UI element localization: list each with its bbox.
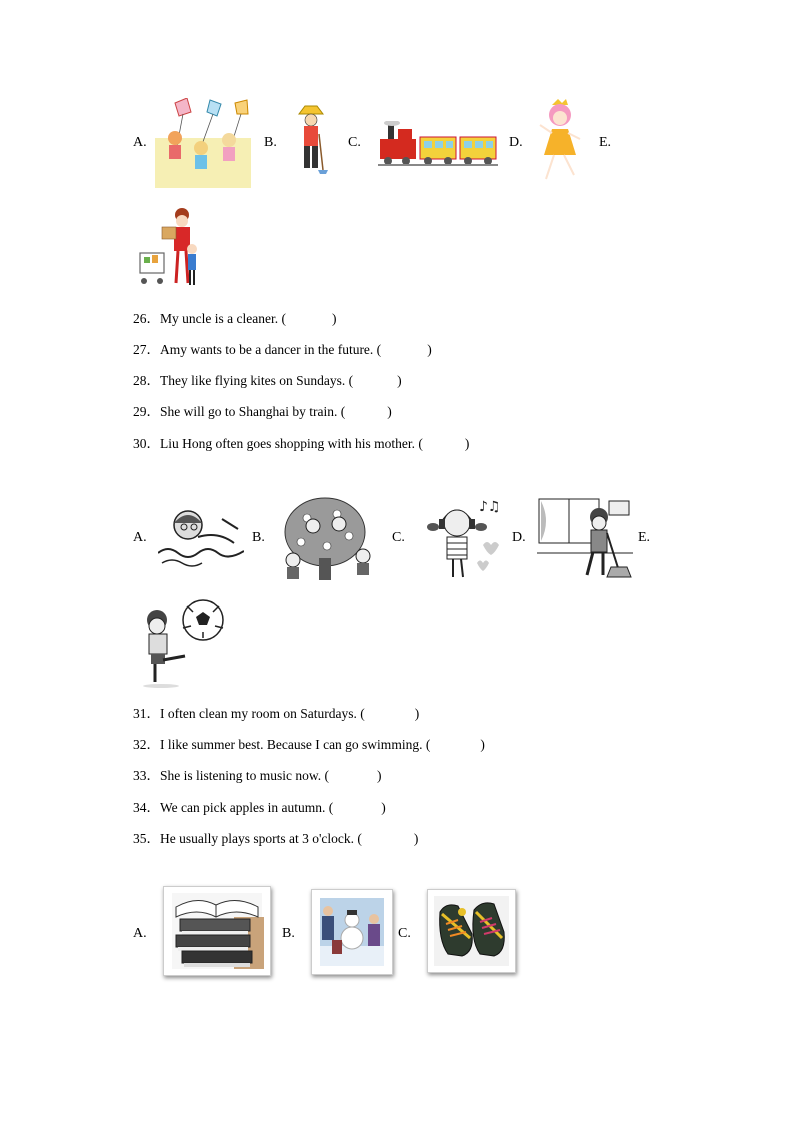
train-icon (378, 121, 498, 167)
sneakers-image (427, 889, 516, 973)
option-label-d: D. (509, 135, 523, 150)
kites-children-icon (155, 98, 251, 188)
football-icon (139, 598, 225, 688)
option-label-e: E. (599, 135, 612, 150)
snowman-image (311, 889, 393, 975)
question-27: 27．Amy wants to be a dancer in the future. ( ) (133, 342, 432, 357)
cleaner-icon (293, 104, 329, 176)
option-label-a: A. (133, 926, 147, 941)
books-image (163, 886, 271, 976)
question-33: 33．She is listening to music now. ( ) (133, 768, 382, 783)
option-label-a: A. (133, 530, 147, 545)
snowman-icon (312, 890, 392, 974)
option-label-c: C. (398, 926, 411, 941)
dancer-icon (536, 99, 582, 183)
question-28: 28．They like flying kites on Sundays. ( ) (133, 373, 402, 388)
option-label-e: E. (638, 530, 651, 545)
shopping-mother-icon (138, 205, 202, 289)
option-label-b: B. (264, 135, 277, 150)
option-label-a: A. (133, 135, 147, 150)
question-30: 30．Liu Hong often goes shopping with his mother. ( ) (133, 436, 470, 451)
option-label-c: C. (348, 135, 361, 150)
listening-music-icon (423, 497, 509, 581)
books-icon (164, 887, 270, 975)
question-35: 35．He usually plays sports at 3 o'clock. ( ) (133, 831, 419, 846)
svg-text:♪♫: ♪♫ (479, 499, 501, 515)
option-label-b: B. (252, 530, 265, 545)
question-32: 32．I like summer best. Because I can go swimming. ( ) (133, 737, 485, 752)
option-label-b: B. (282, 926, 295, 941)
swimming-icon (158, 503, 244, 567)
option-label-d: D. (512, 530, 526, 545)
cleaning-room-icon (537, 497, 633, 579)
question-26: 26．My uncle is a cleaner. ( ) (133, 311, 337, 326)
option-label-c: C. (392, 530, 405, 545)
sneakers-icon (428, 890, 515, 972)
apple-picking-icon (277, 496, 379, 584)
question-31: 31．I often clean my room on Saturdays. ( ) (133, 706, 420, 721)
question-34: 34．We can pick apples in autumn. ( ) (133, 800, 386, 815)
question-29: 29．She will go to Shanghai by train. ( ) (133, 404, 392, 419)
